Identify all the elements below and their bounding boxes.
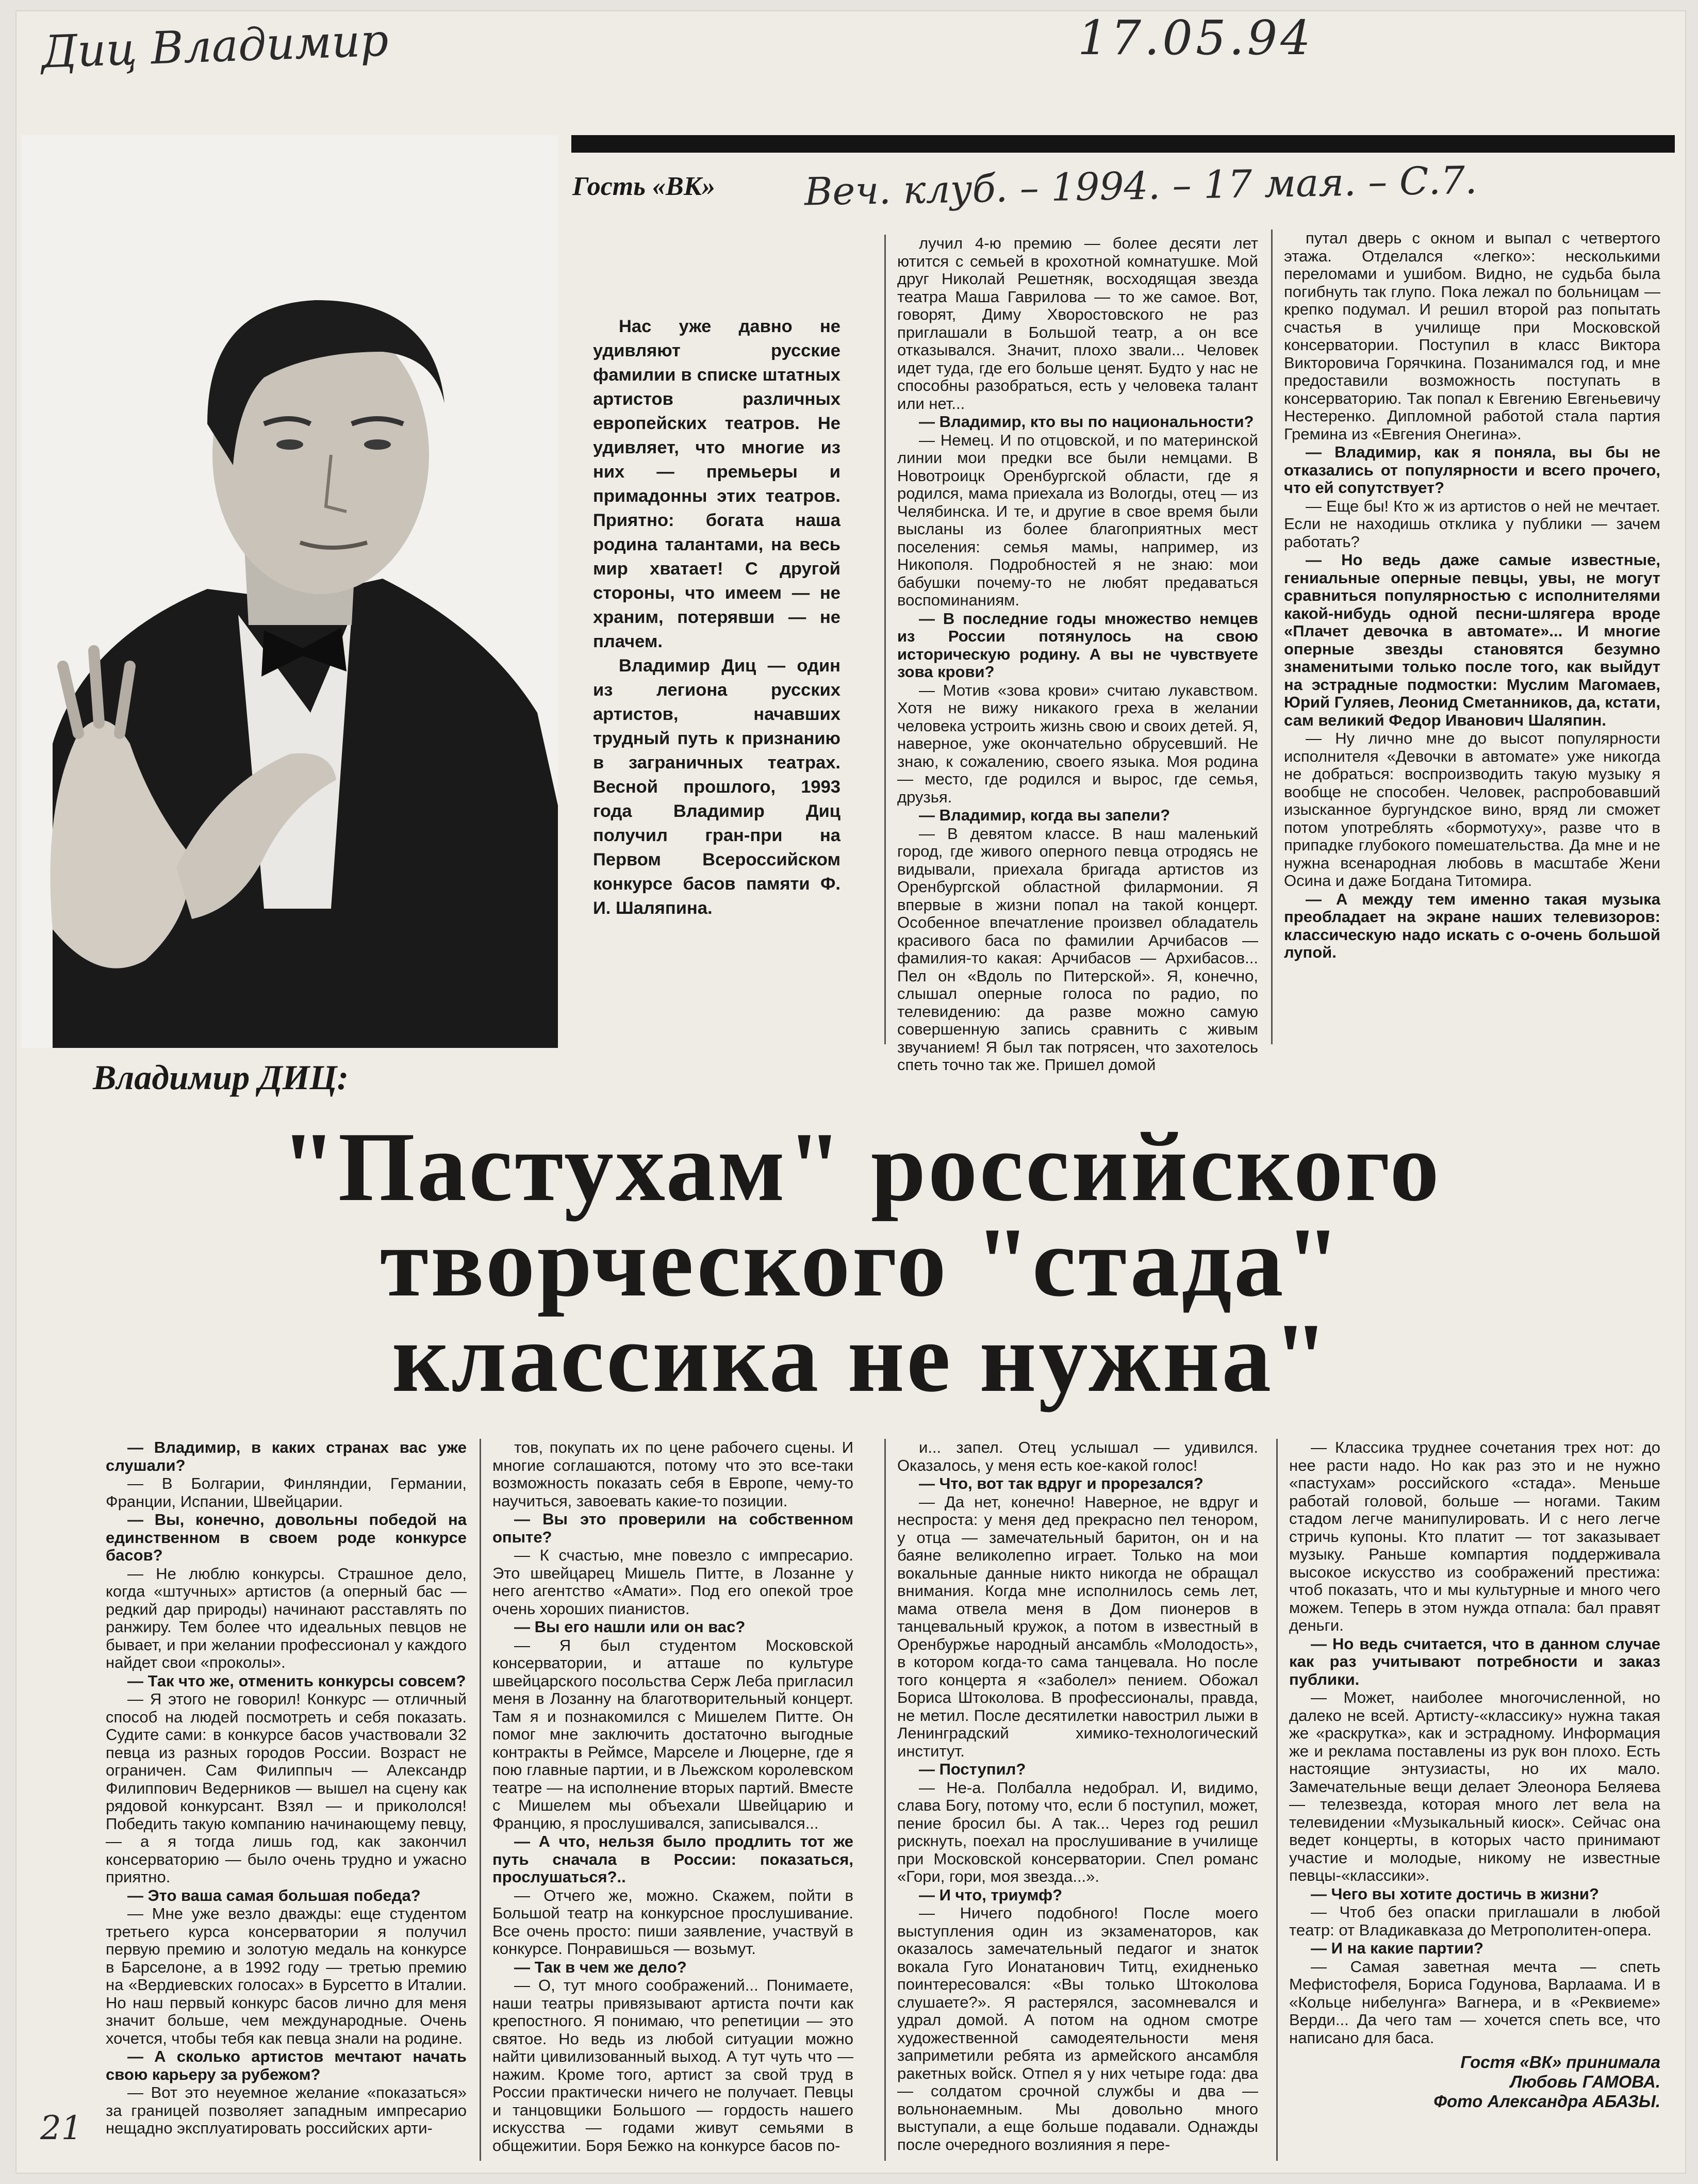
- interview-question: — Это ваша самая большая победа?: [127, 1886, 421, 1904]
- interview-question: — А сколько артистов мечтают начать свою карьеру за рубежом?: [106, 2047, 467, 2083]
- article-column-bottom-3: [897, 1439, 1258, 2166]
- handwritten-page-mark: 21: [40, 2109, 83, 2147]
- interview-question: — Владимир, как я поняла, вы бы не отказались от популярности и всего прочего, что ей сопутствует?: [1284, 443, 1660, 497]
- column-divider: [1271, 229, 1273, 1044]
- interview-question: — Но ведь считается, что в данном случае как раз учитывают потребности и заказ публики.: [1289, 1634, 1660, 1688]
- interview-paragraph: и... запел. Отец услышал — удивился. Оказалось, у меня есть кое-какой голос!: [897, 1438, 1258, 1474]
- interview-paragraph: — Вот это неуемное желание «показаться» за границей позволяет западным импресарио нещадно эксплуатировать российских арти-: [106, 2083, 467, 2137]
- interview-question: — И что, триумф?: [919, 1885, 1063, 1904]
- interview-paragraph: — Еще бы! Кто ж из артистов о ней не мечтает. Если не находишь отклика у публики — зачем работать?: [1284, 497, 1660, 551]
- interview-question: — Владимир, в каких странах вас уже слушали?: [106, 1438, 467, 1474]
- article-column-top-2: [1284, 229, 1660, 1049]
- interview-question: — А что, нельзя было продлить тот же путь сначала в России: показаться, прослушаться?..: [492, 1832, 853, 1886]
- intro-paragraph: Владимир Диц — один из легиона русских артистов, начавших трудный путь к признанию в заграничных театрах. Весной прошлого, 1993 года Владимир Диц получил гран-при на Первом Всероссийском конкурсе басов памяти Ф. И. Шаляпина.: [593, 656, 840, 918]
- portrait-photo-icon: [22, 135, 558, 1048]
- interview-paragraph: — Не-а. Полбалла недобрал. И, видимо, слава Богу, потому что, если б поступил, может, пение бросил бы. А так... Через год решил рискнуть, поехал на прослушивание в училище при Московской консерватории. Спел романс «Гори, гори, моя звезда...».: [897, 1778, 1258, 1885]
- interview-paragraph: — В девятом классе. В наш маленький город, где живого оперного певца отродясь не видывали, приехала бригада артистов из Оренбургской областной филармонии. Я впервые в жизни попал на такой концерт. Особенное впечатление произвел обладатель красивого баса по фамилии Арчибасов — фамилия-то какая: Арчибасов — Архибасов... Пел он «Вдоль по Питерской». Я, конечно, слышал оперные голоса по радио, по телевидению: да разве можно самую совершенную запись сравнить с живым звучанием! Я был так потрясен, что захотелось спеть точно так же. Пришел домой: [897, 824, 1258, 1074]
- interview-paragraph: лучил 4-ю премию — более десяти лет ютится с семьей в крохотной комнатушке. Мой друг Николай Решетняк, восходящая звезда театра Маша Гаврилова — то же самое. Вот, говорят, Диму Хворостовского не раз приглашали в Большой театр, а он все отказывался. Значит, плохо звали... Человек идет туда, где его больше ценят. Будто у нас не способны разобраться, есть у человека талант или нет...: [897, 234, 1258, 413]
- column-divider: [480, 1439, 481, 2161]
- interview-paragraph: — Я этого не говорил! Конкурс — отличный способ на людей посмотреть и себя показать. Судите сами: в конкурсе басов участвовали 32 певца из разных городов России. Возраст не ограничен. Сам Филиппыч — Александр Филиппович Ведерников — вышел на сцену как рядовой конкурсант. Взял — и прикололся! Победить такую компанию начинающему певцу, — а я тогда лишь год, как закончил консерваторию — было очень трудно и ужасно приятно.: [106, 1690, 467, 1886]
- interview-paragraph: путал дверь с окном и выпал с четвертого этажа. Отделался «легко»: несколькими переломами и ушибом. Видно, не судьба была погибнуть так глупо. Пока лежал по больницам — крепко подумал. И решил второй раз попытать счастья в училище при Московской консерватории. Поступил в класс Виктора Викторовича Горячкина. Позанимался год, и мне предоставили возможность поступать в консерваторию. Так попал к Евгению Евгеньевичу Нестеренко. Дипломной работой стала партия Гремина из «Евгения Онегина».: [1284, 229, 1660, 443]
- interview-question: — Так что же, отменить конкурсы совсем?: [127, 1671, 466, 1690]
- interview-paragraph: — Да нет, конечно! Наверное, не вдруг и неспроста: у меня дед прекрасно пел тенором, у отца — замечательный баритон, он и на баяне великолепно играет. Только на мои вокальные данные никто никогда не обращал внимания. Когда мне исполнилось семь лет, мама отвела меня в Дом пионеров в танцевальный кружок, а потом в известный в Оренбуржье народный ансамбль «Молодость», в котором когда-то сама танцевала. Но после того концерта я «заболел» пением. Обожал Бориса Штоколова. В профессионалы, правда, не метил. После десятилетки навострил лыжи в Ленинградский химико-технологический институт.: [897, 1492, 1258, 1760]
- interview-paragraph: — Мотив «зова крови» считаю лукавством. Хотя не вижу никакого греха в желании человека устроить жизнь свою и своих детей. Я, наверное, уже окончательно обрусевший. Не знаю, к сожалению, своего языка. Моя родина — место, где родился и вырос, где семья, друзья.: [897, 681, 1258, 806]
- rubric-label: Гость «ВК»: [572, 172, 715, 201]
- column-divider: [884, 235, 886, 1044]
- headline-kicker: Владимир ДИЦ:: [93, 1058, 349, 1097]
- interview-paragraph: — Классика труднее сочетания трех нот: до нее расти надо. Но как раз это и не нужно «пастухам» российского «стада». Меньше работай головой, больше — ногами. Таким стадом легче манипулировать. И с него легче стричь купоны. Кто платит — тот заказывает музыку. Раньше компартия поддерживала высокое искусство из соображений престижа: чтоб показать, что и мы культурные и много чего можем. Теперь в этом нужда отпала: бал правят деньги.: [1289, 1438, 1660, 1634]
- interview-question: — Поступил?: [919, 1760, 1026, 1778]
- interview-paragraph: — Немец. И по отцовской, и по материнской линии мои предки все были немцами. В Новотроицк Оренбургской области, где я родился, мама приехала из Вологды, отец — из Челябинска. И те, и другие в свое время были высланы из более благоприятных мест поселения: семья мамы, например, из Никополя. Подробностей я не знаю: мои бабушки почему-то не любят предаваться воспоминаниям.: [897, 431, 1258, 609]
- handwritten-date: 17.05.94: [1078, 10, 1314, 65]
- headline-line: "Пастухам" российского: [281, 1112, 1441, 1222]
- intro-lead: [593, 315, 840, 921]
- interview-question: — Но ведь даже самые известные, гениальные оперные певцы, увы, не могут сравниться популярностью с исполнителями какой-нибудь одной песни-шлягера вроде «Плачет девочка в автомате»... И многие оперные звезды становятся безумно знаменитыми только после того, как выйдут на эстрадные подмостки: Муслим Магомаев, Юрий Гуляев, Леонид Сметанников, да, кстати, сам великий Федор Иванович Шаляпин.: [1284, 551, 1660, 729]
- header-rule: [571, 135, 1675, 153]
- interview-question: — А между тем именно такая музыка преобладает на экране наших телевизоров: классическую надо искать с о-очень большой лупой.: [1284, 890, 1660, 961]
- interview-paragraph: — Может, наиболее многочисленной, но далеко не всей. Артисту-«классику» нужна такая же «раскрутка», как и эстрадному. Информация же и реклама поставлены из рук вон плохо. Есть настоящие энтузиасты, но их мало. Замечательные вещи делает Элеонора Беляева — телезвезда, которая много лет вела на телевидении «Музыкальный киоск». Сейчас она ведет концерты, в которых часто принимают участие и молодые, никому не известные певцы-«классики».: [1289, 1688, 1660, 1884]
- headline-line: творческого "стада": [380, 1207, 1343, 1317]
- interview-question: — Что, вот так вдруг и прорезался?: [919, 1474, 1204, 1492]
- article-column-top-1: [897, 234, 1258, 1074]
- interview-paragraph: — Мне уже везло дважды: еще студентом третьего курса консерватории я получил первую премию и золотую медаль на конкурсе в Барселоне, а в 1992 году — третью премию на «Вердиевских голосах» в Бурсетто в Италии. Но наш первый конкурс басов лично для меня значит больше, чем международные. Очень хочется, чтобы тебя как певца знали на родине.: [106, 1904, 467, 2047]
- article-column-bottom-2: [492, 1439, 853, 2166]
- article-column-bottom-1: [106, 1439, 467, 2166]
- interview-paragraph: — Отчего же, можно. Скажем, пойти в Большой театр на конкурсное прослушивание. Все очень просто: пиши заявление, участвуй в конкурсе. Понравишься — возьмут.: [492, 1886, 853, 1958]
- interview-paragraph: — Ничего подобного! После моего выступления один из экзаменаторов, как оказалось замечательный педагог и знаток вокала Гуго Ионатанович Титц, ехидненько поинтересовался: «Вы только Штоколова слушаете?». Я растерялся, засомневался и удрал домой. А потом на одном смотре художественной самодеятельности меня заприметили ребята из армейского ансамбля ракетных войск. Отпел я у них четыре года: два — солдатом срочной службы и два — вольнонаемным. Мы довольно много выступали, а еще больше подавали. Однажды после очередного возлияния я пере-: [897, 1904, 1258, 2154]
- interview-paragraph: — Я был студентом Московской консерватории, и атташе по культуре швейцарского посольства Серж Леба пригласил меня в Лозанну на благотворительный концерт. Там я и познакомился с Мишелем Питте. Он помог мне заключить достаточно выгодные контракты в Реймсе, Марселе и Люцерне, где я пою главные партии, и в Льежском королевском театре — на исполнение вторых партий. Вместе с Мишелем мы объехали Швейцарию и Францию, я прослушивался, записывался...: [492, 1636, 853, 1832]
- interview-paragraph: — Чтоб без опаски приглашали в любой театр: от Владикавказа до Метрополитен-опера.: [1289, 1903, 1660, 1939]
- interview-question: — И на какие партии?: [1311, 1939, 1483, 1957]
- interview-question: — Так в чем же дело?: [514, 1958, 687, 1976]
- byline-line: Гостя «ВК» принимала: [1460, 2052, 1660, 2072]
- headline-line: классика не нужна": [392, 1303, 1330, 1413]
- handwritten-source: Веч. клуб. – 1994. – 17 мая. – С.7.: [804, 158, 1478, 215]
- intro-paragraph: Нас уже давно не удивляют русские фамилии в списке штатных артистов различных европейских театров. Не удивляет, что многие из них — премьеры и примадонны этих театров. Приятно: богата наша родина талантами, на весь мир хватает! С другой стороны, что имеем — не храним, потерявши — не плачем.: [593, 317, 840, 651]
- column-divider: [1276, 1439, 1278, 2161]
- interview-paragraph: — В Болгарии, Финляндии, Германии, Франции, Испании, Швейцарии.: [106, 1474, 467, 1510]
- interview-paragraph: — Ну лично мне до высот популярности исполнителя «Девочки в автомате» уже никогда не добраться: воспроизводить такую музыку я вообще не способен. Человек, распробовавший изысканное бургундское вино, вряд ли сможет потом употреблять «бормотуху», разве что в припадке глубокого помешательства. Да мне и не нужна всенародная любовь в масштабе Жени Осина и даже Богдана Титомира.: [1284, 729, 1660, 890]
- interview-question: — Чего вы хотите достичь в жизни?: [1311, 1884, 1599, 1903]
- byline-line: Любовь ГАМОВА.: [1510, 2072, 1660, 2091]
- interview-question: — Владимир, когда вы запели?: [919, 806, 1171, 824]
- headline: [77, 1112, 1645, 1413]
- interview-question: — Вы это проверили на собственном опыте?: [492, 1510, 853, 1546]
- article-column-bottom-4: [1289, 1439, 1660, 2047]
- interview-paragraph: — О, тут много соображений... Понимаете, наши театры привязывают артиста почти как крепостного. Я понимаю, что репетиции — это святое. Но ведь из любой ситуации можно найти цивилизованный выход. А тут чуть что — нажим. Кроме того, артист за свой труд в России практически ничего не получает. Певцы и танцовщики Большого — гордость нашего искусства — годами живут семьями в общежитии. Боря Бежко на конкурсе басов по-: [492, 1976, 853, 2155]
- handwritten-name: Диц Владимир: [40, 14, 390, 78]
- byline: [1289, 2052, 1660, 2111]
- interview-paragraph: — Самая заветная мечта — спеть Мефистофеля, Бориса Годунова, Варлаама. И в «Кольце нибелунга» Вагнера, и в «Реквиеме» Верди... Да чего там — хочется спеть все, что написано для баса.: [1289, 1957, 1660, 2047]
- column-divider: [884, 1439, 886, 2161]
- byline-line: Фото Александра АБАЗЫ.: [1433, 2092, 1660, 2111]
- interview-paragraph: — Не люблю конкурсы. Страшное дело, когда «штучных» артистов (а оперный бас — редкий дар природы) начинают расставлять по ранжиру. Тем более что идеальных певцов не бывает, и при желании профессионал у каждого найдет свои «проколы».: [106, 1564, 467, 1671]
- interview-paragraph: тов, покупать их по цене рабочего сцены. И многие соглашаются, потому что это все-таки возможность показать себя в Европе, чему-то научиться, завоевать какие-то позиции.: [492, 1438, 853, 1510]
- interview-paragraph: — К счастью, мне повезло с импресарио. Это швейцарец Мишель Питте, в Лозанне у него агентство «Амати». Под его опекой трое очень хороших пианистов.: [492, 1546, 853, 1618]
- interview-question: — Вы его нашли или он вас?: [514, 1618, 746, 1636]
- interview-question: — Вы, конечно, довольны победой на единственном в своем роде конкурсе басов?: [106, 1510, 467, 1564]
- interview-question: — Владимир, кто вы по национальности?: [919, 413, 1254, 431]
- interview-question: — В последние годы множество немцев из России потянулось на свою историческую родину. А вы не чувствуете зова крови?: [897, 609, 1258, 681]
